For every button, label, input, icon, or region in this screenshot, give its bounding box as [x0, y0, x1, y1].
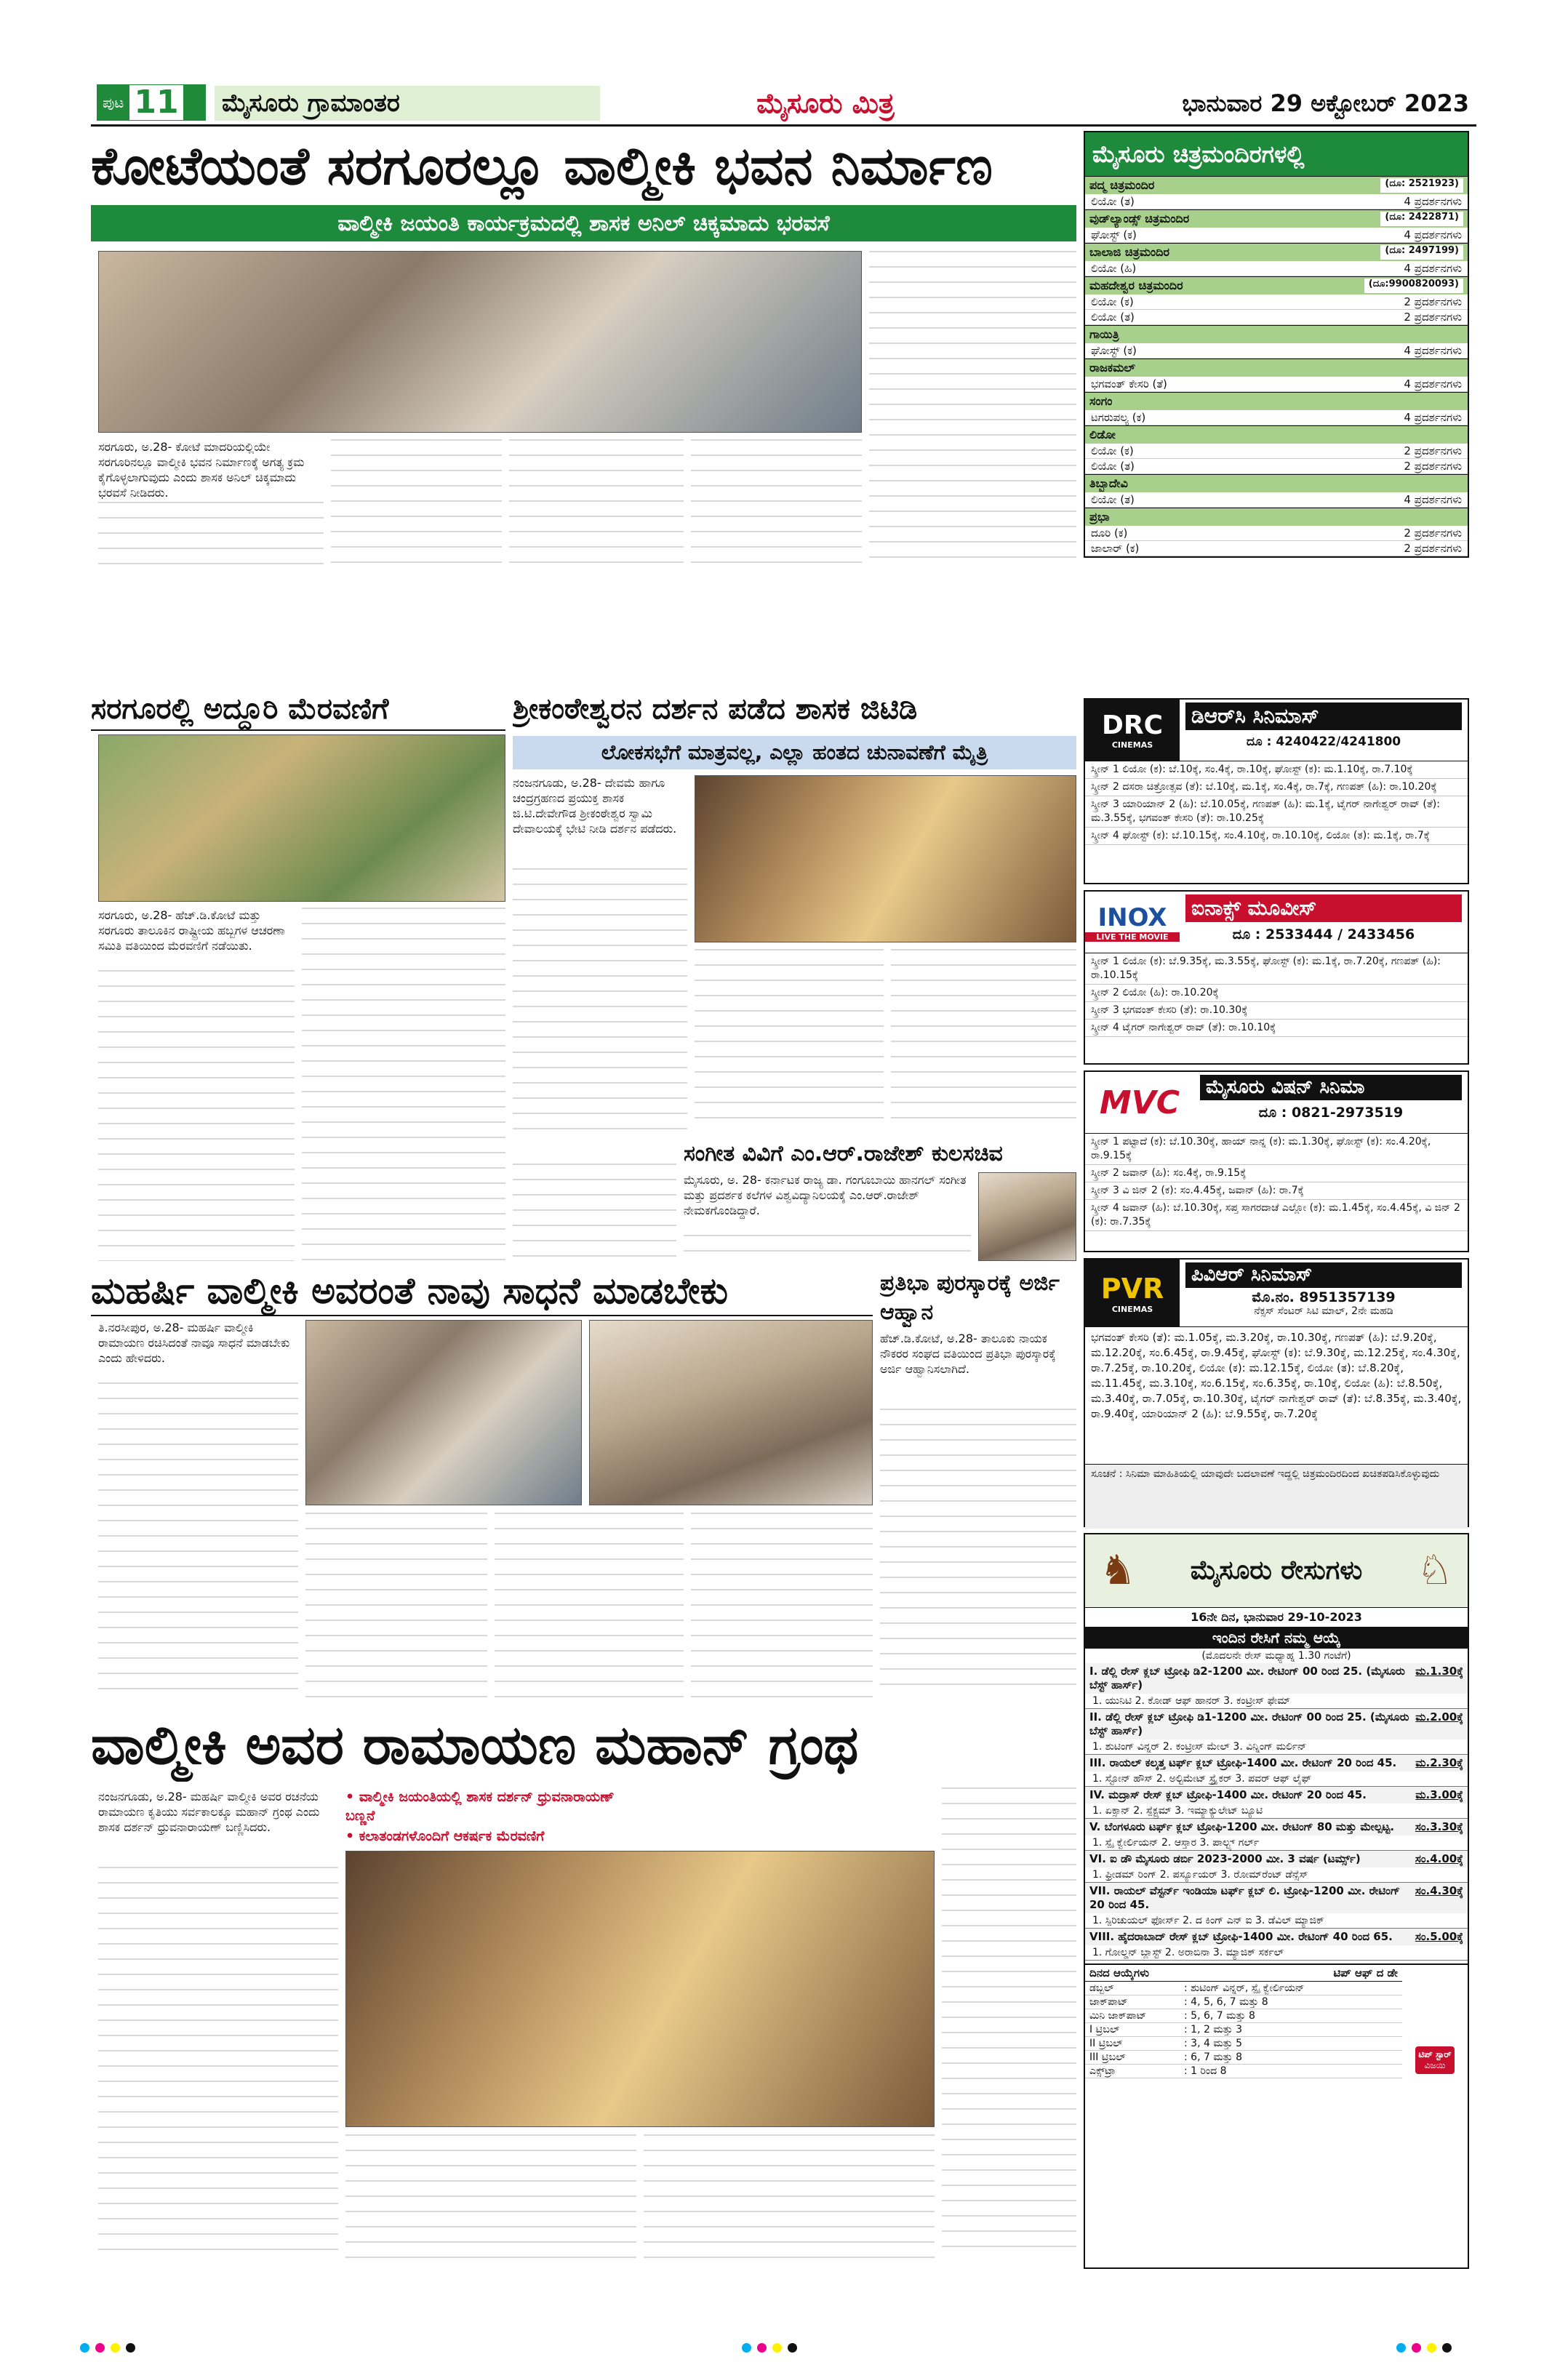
page-word: ಪುಟ — [103, 94, 124, 111]
race-tip-label: ಡಬ್ಬಲ್ — [1089, 1982, 1114, 1994]
pvr-logo-sub: CINEMAS — [1111, 1304, 1153, 1314]
cinema-film-row — [1085, 526, 1468, 541]
story1-headline: ಕೋಟೆಯಂತೆ ಸರಗೂರಲ್ಲೂ ವಾಲ್ಮೀಕಿ ಭವನ ನಿರ್ಮಾಣ — [91, 135, 993, 196]
cinema-film-row — [1085, 541, 1468, 556]
inox-logo-text: INOX — [1097, 902, 1167, 932]
story5-body-1 — [98, 1382, 298, 1698]
pvr-logo-text: PVR — [1100, 1272, 1164, 1305]
race-picks: 1. ಸ್ಟೋನ್ ಹೌಸ್ 2. ಅಲ್ಟಿಮೇಟ್ ಸ್ಟ್ರೈಕರ್ 3. ಪವರ್ ಆಫ್ ಲೈಫ್ — [1092, 1773, 1312, 1785]
story1-photo — [98, 251, 862, 433]
race-time: ಮ.2.30ಕ್ಕೆ — [1415, 1756, 1463, 1769]
cinema-film-row — [1085, 343, 1468, 359]
race-picks: 1. ಶುಟಿಂಗ್ ವಿನ್ನರ್ 2. ಕಂಟ್ರೀಸ್ ಮೇಲ್ 3. ವಿನ್ನಿಂಗ್ ಮರ್ಲಿನ್ — [1092, 1741, 1307, 1753]
pvr-phone: ಮೊ.ನಂ. 8951357139 — [1252, 1289, 1396, 1305]
mvc-logo-text: MVC — [1099, 1084, 1180, 1121]
cinema-listings-title — [1085, 132, 1468, 176]
races-title: ಮೈಸೂರು ರೇಸುಗಳು — [1190, 1556, 1363, 1585]
drc-phone: ದೂ : 4240422/4241800 — [1246, 734, 1401, 749]
cinema-film-title: ಲಿಯೋ (ತ) — [1091, 195, 1135, 208]
screen-row: ಸ್ಕ್ರೀನ್ 4 ಜವಾನ್ (ಹಿ): ಬೆ.10.30ಕ್ಕೆ, ಸಪ್ತ ಸಾಗರದಾಚೆ ಎಲ್ಲೋ (ಕ): ಮ.1.45ಕ್ಕೆ, ಸಂ.4.45ಕ್ಕೆ, ವಿ ಜಿನ್ 2 (ಕ): ರಾ.7.35ಕ್ಕೆ — [1085, 1200, 1468, 1231]
race-picks: 1. ಸ್ಪಿರಿಚುಯಲ್ ಫೋರ್ಸ್ 2. ದ ಕಿಂಗ್ ಎನ್ ಐ 3. ಡೆವಿಲ್ ಮ್ಯಾಜಿಕ್ — [1092, 1915, 1324, 1926]
race-name: VIII. ಹೈದರಾಬಾದ್ ರೇಸ್ ಕ್ಲಬ್ ಟ್ರೋಫಿ-1400 ಮೀ. ರೇಟಿಂಗ್ 40 ರಿಂದ 65. — [1089, 1930, 1393, 1943]
cinema-film-shows: 2 ಪ್ರದರ್ಶನಗಳು — [1404, 444, 1462, 457]
cinema-hall-title: ಪ್ರಭಾ — [1089, 510, 1110, 524]
race-tips — [1085, 1963, 1468, 2078]
tip-star-badge-box — [1415, 2046, 1454, 2074]
race-title-row — [1085, 1709, 1468, 1740]
issue-date: ಭಾನುವಾರ 29 ಅಕ್ಟೋಬರ್ 2023 — [1182, 89, 1469, 117]
cinema-film-row — [1085, 228, 1468, 243]
race-time: ಮ.2.00ಕ್ಕೆ — [1415, 1710, 1463, 1724]
cinema-hall-name — [1085, 508, 1468, 526]
screen-row: ಸ್ಕ್ರೀನ್ 1 ಲಿಯೋ (ಕ): ಬೆ.9.35ಕ್ಕೆ, ಮ.3.55ಕ್ಕೆ, ಘೋಸ್ಟ್ (ಕ): ಮ.1ಕ್ಕೆ, ರಾ.7.20ಕ್ಕೆ, ಗಣಪತ್ (ಹಿ): ರಾ.10.15ಕ್ಕೆ — [1085, 953, 1468, 985]
cinema-film-shows: 2 ಪ್ರದರ್ಶನಗಳು — [1404, 311, 1462, 324]
race-title-row — [1085, 1755, 1468, 1772]
race-title-row — [1085, 1819, 1468, 1835]
race-tip-row — [1085, 2023, 1402, 2037]
story1-body-1 — [98, 502, 324, 571]
pvr-note: ಸೂಚನೆ : ಸಿನಿಮಾ ಮಾಹಿತಿಯಲ್ಲಿ ಯಾವುದೇ ಬದಲಾವಣೆ ಇದ್ದಲ್ಲಿ ಚಿತ್ರಮಂದಿರದಿಂದ ಖಚಿತಪಡಿಸಿಕೊಳ್ಳುವುದು — [1085, 1464, 1468, 1529]
races-day-line: 16ನೇ ದಿನ, ಭಾನುವಾರ 29-10-2023 — [1191, 1610, 1362, 1624]
cinema-film-row — [1085, 459, 1468, 474]
race-tip-row — [1085, 2037, 1402, 2051]
story3-subhead-text: ಲೋಕಸಭೆಗೆ ಮಾತ್ರವಲ್ಲ, ಎಲ್ಲಾ ಹಂತದ ಚುನಾವಣೆಗೆ ಮೈತ್ರಿ — [601, 740, 988, 764]
races-block — [1084, 1533, 1469, 2269]
cinema-film-title: ಲಿಯೋ (ಹಿ) — [1091, 262, 1137, 275]
race-entry — [1085, 1929, 1468, 1961]
cinema-film-title: ಲಿಯೋ (ತ) — [1091, 311, 1135, 324]
race-tip-value: : 3, 4 ಮತ್ತು 5 — [1184, 2038, 1243, 2049]
story6-lead: ಹೆಚ್.ಡಿ.ಕೋಟೆ, ಅ.28- ತಾಲೂಕು ನಾಯಕ ನೌಕರರ ಸಂಘದ ವತಿಯಿಂದ ಪ್ರತಿಭಾ ಪುರಸ್ಕಾರಕ್ಕೆ ಅರ್ಜಿ ಆಹ್ವಾನಿಸಲಾಗಿದೆ. — [880, 1332, 1056, 1376]
story6-headline: ಪ್ರತಿಭಾ ಪುರಸ್ಕಾರಕ್ಕೆ ಅರ್ಜಿ ಆಹ್ವಾನ — [880, 1270, 1060, 1325]
story7-bullet-1: • ವಾಲ್ಮೀಕಿ ಜಯಂತಿಯಲ್ಲಿ ಶಾಸಕ ದರ್ಶನ್ ಧ್ರುವನಾರಾಯಣ್ ಬಣ್ಣನೆ — [345, 1789, 615, 1824]
inox-header — [1085, 892, 1468, 953]
story6-body — [880, 1409, 1076, 1698]
screen-row: ಸ್ಕ್ರೀನ್ 3 ಯಾರಿಯಾನ್ 2 (ಹಿ): ಬೆ.10.05ಕ್ಕೆ, ಗಣಪತ್ (ಹಿ): ಮ.1ಕ್ಕೆ, ಟೈಗರ್ ನಾಗೇಶ್ವರ್ ರಾವ್ (ತೆ): ಮ.3.55ಕ್ಕೆ, ಭಗವಂತ್ ಕೇಸರಿ (ತೆ): ರಾ.10.25ಕ್ಕೆ — [1085, 796, 1468, 828]
story3-body-1 — [513, 868, 687, 1130]
story1-subhead-text: ವಾಲ್ಮೀಕಿ ಜಯಂತಿ ಕಾರ್ಯಕ್ರಮದಲ್ಲಿ ಶಾಸಕ ಅನಿಲ್ ಚಿಕ್ಕಮಾದು ಭರವಸೆ — [337, 210, 830, 236]
mvc-header — [1085, 1072, 1468, 1134]
pvr-logo — [1085, 1260, 1180, 1326]
cinema-film-title: ಲಿಯೋ (ಕ) — [1091, 295, 1134, 308]
race-tip-value: : 6, 7 ಮತ್ತು 8 — [1184, 2051, 1243, 2063]
cmyk-marks-right — [1396, 2342, 1484, 2353]
race-name: V. ಬೆಂಗಳೂರು ಟರ್ಫ್ ಕ್ಲಬ್ ಟ್ರೋಫಿ-1200 ಮೀ. ರೇಟಿಂಗ್ 80 ಮತ್ತು ಮೇಲ್ಪಟ್ಟ. — [1089, 1820, 1395, 1833]
pvr-title-box — [1180, 1260, 1468, 1326]
inox-title: ಐನಾಕ್ಸ್ ಮೂವೀಸ್ — [1185, 894, 1462, 922]
cinema-hall-title: ಗಾಯಿತ್ರಿ — [1089, 327, 1119, 341]
magenta-dot — [95, 2343, 105, 2353]
story5-headline: ಮಹರ್ಷಿ ವಾಲ್ಮೀಕಿ ಅವರಂತೆ ನಾವು ಸಾಧನೆ ಮಾಡಬೇಕು — [91, 1265, 873, 1316]
drc-logo — [1085, 700, 1180, 761]
screen-row: ಸ್ಕ್ರೀನ್ 4 ಘೋಸ್ಟ್ (ಕ): ಬೆ.10.15ಕ್ಕೆ, ಸಂ.4.10ಕ್ಕೆ, ರಾ.10.10ಕ್ಕೆ, ಲಿಯೋ (ತ): ಮ.1ಕ್ಕೆ, ರಾ.7ಕ್ಕೆ — [1085, 828, 1468, 845]
story3-headline: ಶ್ರೀಕಂಠೇಶ್ವರನ ದರ್ಶನ ಪಡೆದ ಶಾಸಕ ಜಿಟಿಡಿ — [513, 692, 918, 726]
pvr-header — [1085, 1260, 1468, 1327]
cinema-listings — [1084, 131, 1469, 558]
race-time: ಮ.3.00ಕ್ಕೆ — [1415, 1788, 1463, 1801]
cinema-film-row — [1085, 377, 1468, 392]
race-list — [1085, 1663, 1468, 1961]
cinema-film-row — [1085, 310, 1468, 325]
cinema-film-shows: 4 ಪ್ರದರ್ಶನಗಳು — [1404, 228, 1462, 241]
race-entry — [1085, 1755, 1468, 1787]
cinema-hall-title: ವುಡ್‌ಲ್ಯಾಂಡ್ಸ್ ಚಿತ್ರಮಂದಿರ — [1089, 212, 1190, 225]
story4-body — [513, 1164, 676, 1261]
race-title-row — [1085, 1851, 1468, 1867]
cinema-hall-name — [1085, 276, 1468, 295]
race-tip-label: I ಟ್ರಿಬಲ್ — [1089, 2024, 1120, 2035]
screen-row: ಸ್ಕ್ರೀನ್ 2 ಜವಾನ್ (ಹಿ): ಸಂ.4ಕ್ಕೆ, ರಾ.9.15ಕ್ಕೆ — [1085, 1165, 1468, 1182]
tip-star-badge-text: ಟಿಪ್ ಸ್ಟಾರ್ — [1418, 2049, 1452, 2059]
screen-row: ಸ್ಕ್ರೀನ್ 1 ಲಿಯೋ (ಕ): ಬೆ.10ಕ್ಕೆ, ಸಂ.4ಕ್ಕೆ, ರಾ.10ಕ್ಕೆ, ಘೋಸ್ಟ್ (ಕ): ಮ.1.10ಕ್ಕೆ, ರಾ.7.10ಕ್ಕೆ — [1085, 761, 1468, 779]
pvr-title: ಪಿವಿಆರ್ ಸಿನಿಮಾಸ್ — [1185, 1262, 1462, 1288]
inox-block — [1084, 890, 1469, 1065]
screen-row: ಸ್ಕ್ರೀನ್ 4 ಟೈಗರ್ ನಾಗೇಶ್ವರ್ ರಾವ್ (ತೆ): ರಾ.10.10ಕ್ಕೆ — [1085, 1020, 1468, 1037]
race-name: IV. ಮದ್ರಾಸ್ ರೇಸ್ ಕ್ಲಬ್ ಟ್ರೋಫಿ-1400 ಮೀ. ರೇಟಿಂಗ್ 20 ರಿಂದ 45. — [1089, 1788, 1367, 1801]
story7-body-1 — [98, 1867, 338, 2258]
black-dot — [788, 2343, 797, 2353]
story4-body-2 — [684, 1235, 971, 1261]
inox-phone: ದೂ : 2533444 / 2433456 — [1232, 926, 1415, 942]
horse-icon: ♞ — [1099, 1547, 1137, 1594]
mvc-logo — [1085, 1072, 1194, 1133]
cinema-hall-phone: (ದೂ: 2422871) — [1380, 212, 1463, 226]
story1-body-3 — [509, 439, 684, 571]
cinema-film-row — [1085, 410, 1468, 425]
mvc-screen-list — [1085, 1134, 1468, 1231]
race-entry — [1085, 1851, 1468, 1883]
race-tip-label: ಎಕ್ಸ್‌ಟ್ರಾ — [1089, 2065, 1116, 2077]
inox-title-box — [1180, 892, 1468, 953]
cinema-hall-name — [1085, 425, 1468, 444]
cinema-film-shows: 2 ಪ್ರದರ್ಶನಗಳು — [1404, 295, 1462, 308]
story2-photo — [98, 734, 505, 902]
screen-row: ಸ್ಕ್ರೀನ್ 3 ಭಗವಂತ್ ಕೇಸರಿ (ತೆ): ರಾ.10.30ಕ್ಕೆ — [1085, 1002, 1468, 1020]
story7-body-2 — [345, 2134, 636, 2258]
page-number-badge — [97, 84, 206, 121]
cinema-hall-name — [1085, 392, 1468, 410]
masthead — [91, 81, 1476, 127]
race-name: II. ಡೆಲ್ಲಿ ರೇಸ್ ಕ್ಲಬ್ ಟ್ರೋಫಿ ಡಿ1-1200 ಮೀ. ರೇಟಿಂಗ್ 00 ರಿಂದ 25. (ಮೈಸೂರು ಬೆಸ್ಟ್ ಹಾರ್ಸ್) — [1089, 1710, 1409, 1737]
race-entry — [1085, 1787, 1468, 1819]
race-name: I. ಡೆಲ್ಲಿ ರೇಸ್ ಕ್ಲಬ್ ಟ್ರೋಫಿ ಡಿ2-1200 ಮೀ. ರೇಟಿಂಗ್ 00 ರಿಂದ 25. (ಮೈಸೂರು ಬೆಸ್ಟ್ ಹಾರ್ಸ್) — [1089, 1665, 1405, 1692]
cinema-hall-title: ಪದ್ಮ ಚಿತ್ರಮಂದಿರ — [1089, 178, 1155, 192]
tip-star-badge — [1402, 1965, 1468, 2078]
inox-logo — [1085, 892, 1180, 953]
cinema-hall-title: ತಿಬ್ಬಾದೇವಿ — [1089, 476, 1128, 490]
race-entry — [1085, 1709, 1468, 1755]
story4-lead: ಮೈಸೂರು, ಅ. 28- ಕರ್ನಾಟಕ ರಾಜ್ಯ ಡಾ. ಗಂಗೂಬಾಯಿ ಹಾನಗಲ್ ಸಂಗೀತ ಮತ್ತು ಪ್ರದರ್ಶಕ ಕಲೆಗಳ ವಿಶ್ವವಿದ್ಯಾನಿಲಯಕ್ಕೆ ಎಂ.ಆರ್.ರಾಜೇಶ್ ನೇಮಕಗೊಂಡಿದ್ದಾರೆ. — [684, 1173, 967, 1217]
cinema-hall-title: ರಾಜಕಮಲ್ — [1089, 361, 1135, 375]
section-name: ಮೈಸೂರು ಗ್ರಾಮಾಂತರ — [215, 86, 600, 121]
race-title-row — [1085, 1663, 1468, 1694]
story3-body-2 — [695, 949, 884, 1131]
story7-body-4 — [942, 1787, 1076, 2258]
story4-headline: ಸಂಗೀತ ವಿವಿಗೆ ಎಂ.ಆರ್.ರಾಜೇಶ್ ಕುಲಸಚಿವ — [684, 1141, 1003, 1166]
story3-subhead — [513, 736, 1076, 769]
story3-lead: ನಂಜನಗೂಡು, ಅ.28- ದೇವಮೆ ಹಾಗೂ ಚಂದ್ರಗ್ರಹಣದ ಪ್ರಯುಕ್ತ ಶಾಸಕ ಜಿ.ಟಿ.ದೇವೇಗೌಡ ಶ್ರೀಕಂಠೇಶ್ವರ ಸ್ವಾಮಿ ದೇವಾಲಯಕ್ಕೆ ಭೇಟಿ ನೀಡಿ ದರ್ಶನ ಪಡೆದರು. — [513, 776, 677, 836]
drc-logo-text: DRC — [1101, 710, 1164, 740]
cinema-film-title: ಘೋಸ್ಟ್ (ಕ) — [1091, 344, 1137, 357]
paper-name: ಮೈಸೂರು ಮಿತ್ರ — [756, 87, 895, 119]
story7-lead: ನಂಜನಗೂಡು, ಅ.28- ಮಹರ್ಷಿ ವಾಲ್ಮೀಕಿ ಅವರ ರಚನೆಯ ರಾಮಾಯಣ ಕೃತಿಯು ಸರ್ವಕಾಲಕ್ಕೂ ಮಹಾನ್ ಗ್ರಂಥ ಎಂದು ಶಾಸಕ ದರ್ಶನ್ ಧ್ರುವನಾರಾಯಣ್ ಬಣ್ಣಿಸಿದರು. — [98, 1790, 320, 1834]
cinema-film-title: ಲಿಯೋ (ತ) — [1091, 460, 1135, 473]
cmyk-marks-center — [742, 2342, 829, 2353]
story1-column-sidebar — [869, 251, 1076, 571]
race-entry — [1085, 1663, 1468, 1709]
story3-photo — [695, 775, 1076, 942]
story4-portrait — [978, 1172, 1076, 1261]
story5-body-3 — [495, 1513, 684, 1698]
page-number: 11 — [129, 85, 183, 120]
yellow-dot — [111, 2343, 120, 2353]
cinema-hall-phone: (ದೂ: 2521923) — [1380, 178, 1463, 193]
story1-lead: ಸರಗೂರು, ಅ.28- ಕೋಟೆ ಮಾದರಿಯಲ್ಲಿಯೇ ಸರಗೂರಿನಲ್ಲೂ ವಾಲ್ಮೀಕಿ ಭವನ ನಿರ್ಮಾಣಕ್ಕೆ ಅಗತ್ಯ ಕ್ರಮ ಕೈಗೊಳ್ಳಲಾಗುವುದು ಎಂದು ಶಾಸಕ ಅನಿಲ್ ಚಿಕ್ಕಮಾದು ಭರವಸೆ ನೀಡಿದರು. — [98, 440, 305, 500]
race-tip-label: ಜಾಕ್‌ಪಾಟ್ — [1089, 1996, 1128, 2008]
mvc-title-box — [1194, 1072, 1468, 1133]
race-time: ಸಂ.4.30ಕ್ಕೆ — [1415, 1884, 1463, 1897]
story3-body-3 — [891, 949, 1076, 1131]
cinema-hall-title: ಲಿಡೋ — [1089, 428, 1116, 441]
race-time: ಮ.1.30ಕ್ಕೆ — [1415, 1665, 1463, 1678]
races-header — [1085, 1534, 1468, 1608]
race-tip-label: ಮಿನಿ ಜಾಕ್‌ಪಾಟ್ — [1089, 2010, 1147, 2022]
race-tip-value: : 1, 2 ಮತ್ತು 3 — [1184, 2024, 1243, 2035]
cinema-film-shows: 4 ಪ್ರದರ್ಶನಗಳು — [1404, 195, 1462, 208]
black-dot — [126, 2343, 135, 2353]
cinema-film-shows: 2 ಪ್ರದರ್ಶನಗಳು — [1404, 527, 1462, 540]
yellow-dot — [1427, 2343, 1436, 2353]
story5-body-2 — [305, 1513, 487, 1698]
story2-lead: ಸರಗೂರು, ಅ.28- ಹೆಚ್.ಡಿ.ಕೋಟೆ ಮತ್ತು ಸರಗೂರು ತಾಲೂಕಿನ ರಾಷ್ಟ್ರೀಯ ಹಬ್ಬಗಳ ಆಚರಣಾ ಸಮಿತಿ ವತಿಯಿಂದ ಮೆರವಣಿಗೆ ನಡೆಯಿತು. — [98, 908, 285, 953]
cinema-film-shows: 4 ಪ್ರದರ್ಶನಗಳು — [1404, 262, 1462, 275]
race-tip-row — [1085, 2065, 1402, 2078]
mvc-title: ಮೈಸೂರು ವಿಷನ್ ಸಿನಿಮಾ — [1200, 1075, 1462, 1100]
yellow-dot — [772, 2343, 782, 2353]
cinema-film-shows: 2 ಪ್ರದರ್ಶನಗಳು — [1404, 542, 1462, 555]
cinema-film-shows: 4 ಪ್ರದರ್ಶನಗಳು — [1404, 377, 1462, 391]
cmyk-marks-left — [80, 2342, 167, 2353]
story7-photo — [345, 1851, 935, 2127]
drc-screen-list — [1085, 761, 1468, 845]
race-name: VII. ರಾಯಲ್ ವೆಸ್ಟರ್ನ್ ಇಂಡಿಯಾ ಟರ್ಫ್ ಕ್ಲಬ್ ಲಿ. ಟ್ರೋಫಿ-1200 ಮೀ. ರೇಟಿಂಗ್ 20 ರಿಂದ 45. — [1089, 1884, 1400, 1911]
screen-row: ಸ್ಕ್ರೀನ್ 2 ಲಿಯೋ (ಹಿ): ರಾ.10.20ಕ್ಕೆ — [1085, 985, 1468, 1002]
cinema-film-shows: 4 ಪ್ರದರ್ಶನಗಳು — [1404, 411, 1462, 424]
race-entry — [1085, 1883, 1468, 1929]
cinema-film-title: ಲಿಯೋ (ಕ) — [1091, 444, 1134, 457]
cinema-hall-name — [1085, 243, 1468, 261]
story7-headline: ವಾಲ್ಮೀಕಿ ಅವರ ರಾಮಾಯಣ ಮಹಾನ್ ಗ್ರಂಥ — [91, 1714, 859, 1777]
mvc-phone: ದೂ : 0821-2973519 — [1258, 1105, 1404, 1121]
cinema-film-title: ಲಿಯೋ (ತ) — [1091, 493, 1135, 506]
cinema-hall-name — [1085, 474, 1468, 492]
cinema-film-title: ಜಾಲಾರ್ (ಕ) — [1091, 542, 1140, 555]
race-tips-rows — [1085, 1982, 1402, 2078]
race-title-row — [1085, 1883, 1468, 1913]
race-tip-value: : ಶುಟಿಂಗ್ ವಿನ್ನರ್, ಸ್ಪೈ ಕ್ವೇರ್ಲಿಯನ್ — [1184, 1982, 1305, 1994]
cinema-film-shows: 2 ಪ್ರದರ್ಶನಗಳು — [1404, 460, 1462, 473]
race-tips-head-right: ಟಿಪ್ ಆಫ್ ದ ಡೇ — [1333, 1966, 1398, 1979]
cinema-hall-title: ಸಂಗಂ — [1089, 394, 1113, 408]
magenta-dot — [757, 2343, 767, 2353]
races-start-time: (ಮೊದಲನೇ ರೇಸ್ ಮಧ್ಯಾಹ್ನ 1.30 ಗಂಟೆಗೆ) — [1201, 1650, 1351, 1662]
drc-header — [1085, 700, 1468, 761]
cinema-film-title: ಭಗವಂತ್ ಕೇಸರಿ (ತೆ) — [1091, 377, 1167, 391]
cinema-hall-phone: (ದೂ: 2497199) — [1380, 245, 1463, 260]
screen-row: ಸ್ಕ್ರೀನ್ 1 ಪಟ್ಟಾದೆ (ಕ): ಬೆ.10.30ಕ್ಕೆ, ಹಾಯ್ ನಾನ್ನ (ಕ): ಮ.1.30ಕ್ಕೆ, ಘೋಸ್ಟ್ (ಕ): ಸಂ.4.20ಕ್ಕೆ, ರಾ.9.15ಕ್ಕೆ — [1085, 1134, 1468, 1165]
tip-star-badge-sub: ವಿಜಯಿ — [1424, 2060, 1446, 2070]
screen-row: ಸ್ಕ್ರೀನ್ 2 ದಸರಾ ಚಿತ್ರೋತ್ಸವ (ತೆ): ಬೆ.10ಕ್ಕೆ, ಮ.1ಕ್ಕೆ, ಸಂ.4ಕ್ಕೆ, ರಾ.7ಕ್ಕೆ, ಗಣಪತ್ (ಹಿ): ರಾ.10.20ಕ್ಕೆ — [1085, 779, 1468, 796]
cinema-film-row — [1085, 492, 1468, 508]
race-name: III. ರಾಯಲ್ ಕಲ್ಕತ್ತ ಟರ್ಫ್ ಕ್ಲಬ್ ಟ್ರೋಫಿ-1400 ಮೀ. ರೇಟಿಂಗ್ 20 ರಿಂದ 45. — [1089, 1756, 1397, 1769]
cinema-listings-title-text: ಮೈಸೂರು ಚಿತ್ರಮಂದಿರಗಳಲ್ಲಿ — [1092, 140, 1305, 168]
race-tip-row — [1085, 2051, 1402, 2065]
race-picks: 1. ಏಕ್ಸಾನ್ 2. ಸ್ಪೆಕ್ಟ್ರಮ್ 3. ಇಮ್ಯಾಕ್ಯುಲೇಟ್ ಬ್ಯೂಟಿ — [1092, 1805, 1263, 1817]
cinema-film-title: ಟಗರುಪಲ್ಯ (ಕ) — [1091, 411, 1146, 424]
race-title-row — [1085, 1787, 1468, 1803]
drc-title-box — [1180, 700, 1468, 761]
story7-body-3 — [644, 2134, 935, 2258]
cinema-film-title: ಘೋಸ್ಟ್ (ಕ) — [1091, 228, 1137, 241]
race-name: VI. ಐ ಡೌ ಮೈಸೂರು ಡರ್ಬಿ 2023-2000 ಮೀ. 3 ವರ್ಷ (ಟರ್ಮ್ಸ್) — [1089, 1852, 1361, 1865]
cinema-film-title: ದೂರಿ (ಕ) — [1091, 527, 1128, 540]
pvr-block — [1084, 1258, 1469, 1527]
story5-lead: ತಿ.ನರಸೀಪುರ, ಅ.28- ಮಹರ್ಷಿ ವಾಲ್ಮೀಕಿ ರಾಮಾಯಣ ರಚಿಸಿದಂತೆ ನಾವೂ ಸಾಧನೆ ಮಾಡಬೇಕು ಎಂದು ಹೇಳಿದರು. — [98, 1321, 290, 1365]
story1-subhead — [91, 205, 1076, 241]
cinema-hall-name — [1085, 325, 1468, 343]
screen-row: ಸ್ಕ್ರೀನ್ 3 ವಿ ಜಿನ್ 2 (ಕ): ಸಂ.4.45ಕ್ಕೆ, ಜವಾನ್ (ಹಿ): ರಾ.7ಕ್ಕೆ — [1085, 1182, 1468, 1200]
inox-screen-list — [1085, 953, 1468, 1037]
cinema-film-row — [1085, 194, 1468, 209]
cyan-dot — [742, 2343, 751, 2353]
story5-photo-1 — [305, 1320, 582, 1505]
race-tip-row — [1085, 1995, 1402, 2009]
cinema-film-row — [1085, 444, 1468, 459]
race-picks: 1. ಸ್ಪೈ ಕ್ವೇರ್ಲಿಯನ್ 2. ಆಸ್ತಾರ 3. ಪಾಲ್ಟ್ಸ್ ಗರ್ಲ್ — [1092, 1837, 1260, 1849]
black-dot — [1442, 2343, 1452, 2353]
race-picks: 1. ಯುನಿಟಿ 2. ಕೋಡ್ ಆಫ್ ಹಾನರ್ 3. ಕಂಟ್ರೀಸ್ ಫೇಮ್ — [1092, 1695, 1291, 1707]
cyan-dot — [80, 2343, 89, 2353]
race-picks: 1. ಗೋಲ್ಡನ್ ಬ್ಲಾಸ್ಟ್ 2. ಅರಾಬಿನಾ 3. ಮ್ಯಾಜಿಕ್ ಸರ್ಕಲ್ — [1092, 1947, 1284, 1958]
race-tip-label: III ಟ್ರಿಬಲ್ — [1089, 2051, 1126, 2063]
races-today-tips: ಇಂದಿನ ರೇಸಿಗೆ ನಮ್ಮ ಆಯ್ಕೆ — [1085, 1627, 1468, 1649]
race-time: ಸಂ.3.30ಕ್ಕೆ — [1415, 1820, 1463, 1833]
race-entry — [1085, 1819, 1468, 1851]
cinema-film-shows: 4 ಪ್ರದರ್ಶನಗಳು — [1404, 344, 1462, 357]
story1-body-4 — [691, 439, 862, 571]
cyan-dot — [1396, 2343, 1406, 2353]
race-tip-value: : 5, 6, 7 ಮತ್ತು 8 — [1184, 2010, 1255, 2022]
inox-logo-sub: LIVE THE MOVIE — [1085, 932, 1180, 942]
cinema-film-row — [1085, 295, 1468, 310]
cinema-hall-name — [1085, 176, 1468, 194]
cinema-hall-phone: (ದೂ:9900820093) — [1364, 279, 1463, 293]
race-tips-head — [1085, 1965, 1402, 1982]
story2-body-2 — [302, 908, 505, 1261]
horse-icon-right: ♘ — [1416, 1547, 1454, 1594]
cinema-hall-list — [1085, 176, 1468, 556]
cinema-film-row — [1085, 261, 1468, 276]
race-tip-row — [1085, 1982, 1402, 1995]
cinema-hall-title: ಮಹದೇಶ್ವರ ಚಿತ್ರಮಂದಿರ — [1089, 279, 1183, 292]
cinema-film-shows: 4 ಪ್ರದರ್ಶನಗಳು — [1404, 493, 1462, 506]
race-tips-head-left: ದಿನದ ಆಯ್ಕೆಗಳು — [1089, 1966, 1149, 1979]
cinema-hall-title: ಬಾಲಾಜಿ ಚಿತ್ರಮಂದಿರ — [1089, 245, 1169, 259]
cinema-hall-name — [1085, 209, 1468, 228]
story2-body-1 — [98, 970, 295, 1261]
drc-logo-sub: CINEMAS — [1111, 740, 1153, 750]
story2-headline: ಸರಗೂರಲ್ಲಿ ಅದ್ದೂರಿ ಮೆರವಣಿಗೆ — [91, 687, 505, 731]
pvr-schedule: ಭಗವಂತ್ ಕೇಸರಿ (ತೆ): ಮ.1.05ಕ್ಕೆ, ಮ.3.20ಕ್ಕೆ, ರಾ.10.30ಕ್ಕೆ, ಗಣಪತ್ (ಹಿ): ಬೆ.9.20ಕ್ಕೆ, ಮ.12.20ಕ್ಕೆ, ಸಂ.6.45ಕ್ಕೆ, ರಾ.9.45ಕ್ಕೆ, ಘೋಸ್ಟ್ (ಕ): ಬೆ.9.30ಕ್ಕೆ, ಮ.12.25ಕ್ಕೆ, ಸಂ.4.30ಕ್ಕೆ, ರಾ.7.25ಕ್ಕೆ, ರಾ.10.20ಕ್ಕೆ, ಲಿಯೋ (ಕ): ಮ.12.15ಕ್ಕೆ, ಲಿಯೋ (ತ): ಬೆ.8.20ಕ್ಕೆ, ಮ.11.45ಕ್ಕೆ, ಮ.3.10ಕ್ಕೆ, ಸಂ.6.15ಕ್ಕೆ, ಸಂ.6.35ಕ್ಕೆ, ರಾ.10ಕ್ಕೆ, ಲಿಯೋ (ಹಿ): ಬೆ.8.50ಕ್ಕೆ, ಮ.3.40ಕ್ಕೆ, ರಾ.7.05ಕ್ಕೆ, ರಾ.10.30ಕ್ಕೆ, ಟೈಗರ್ ನಾಗೇಶ್ವರ್ ರಾವ್ (ತೆ): ಬೆ.8.35ಕ್ಕೆ, ಮ.3.40ಕ್ಕೆ, ರಾ.9.40ಕ್ಕೆ, ಯಾರಿಯಾನ್ 2 (ಹಿ): ಬೆ.9.55ಕ್ಕೆ, ರಾ.7.20ಕ್ಕೆ — [1091, 1331, 1462, 1420]
race-picks: 1. ಫ್ರೀಡಮ್ ರಿಂಗ್ 2. ಪರ್ಸ್ಯೂಯರ್ 3. ರೋಮ್‌ರೆಂಟ್ ಡೆನ್ಸೆಸ್ — [1092, 1869, 1308, 1881]
race-tip-value: : 1 ರಿಂದ 8 — [1184, 2065, 1227, 2077]
story5-body-4 — [691, 1513, 873, 1698]
race-tip-row — [1085, 2009, 1402, 2023]
race-tip-value: : 4, 5, 6, 7 ಮತ್ತು 8 — [1184, 1996, 1268, 2008]
race-title-row — [1085, 1929, 1468, 1945]
story5-photo-2 — [589, 1320, 873, 1505]
story7-bullet-2: • ಕಲಾತಂಡಗಳೊಂದಿಗೆ ಆಕರ್ಷಕ ಮೆರವಣಿಗೆ — [345, 1828, 545, 1844]
magenta-dot — [1412, 2343, 1421, 2353]
cinema-hall-name — [1085, 359, 1468, 377]
drc-title: ಡಿಆರ್‌ಸಿ ಸಿನಿಮಾಸ್ — [1185, 702, 1462, 730]
drc-block — [1084, 698, 1469, 884]
pvr-address: ನೆಕ್ಸಸ್ ಸೆಂಟರ್ ಸಿಟಿ ಮಾಲ್, 2ನೇ ಮಹಡಿ — [1254, 1305, 1393, 1317]
story1-body-2 — [331, 439, 502, 571]
race-tip-label: II ಟ್ರಿಬಲ್ — [1089, 2038, 1123, 2049]
race-time: ಸಂ.4.00ಕ್ಕೆ — [1415, 1852, 1463, 1865]
mvc-block — [1084, 1070, 1469, 1252]
race-tips-table — [1085, 1965, 1402, 2078]
race-time: ಸಂ.5.00ಕ್ಕೆ — [1415, 1930, 1463, 1943]
